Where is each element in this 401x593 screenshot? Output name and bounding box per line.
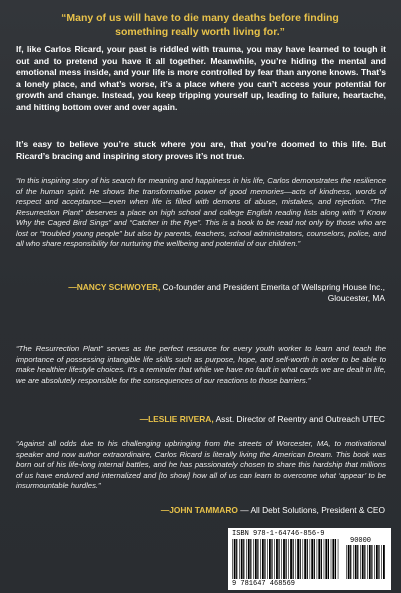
barcode-bar (318, 539, 320, 579)
barcode-bar (378, 545, 379, 579)
attribution-name: —LESLIE RIVERA, (139, 414, 214, 424)
barcode-bar (295, 539, 296, 579)
barcode-bar (374, 545, 375, 579)
barcode-bar (324, 539, 325, 579)
barcode-bar (269, 539, 271, 579)
barcode-bar (304, 539, 306, 579)
barcode-bar (276, 539, 278, 579)
barcode-bar (253, 539, 254, 579)
barcode-bar (286, 539, 287, 579)
barcode-bar (243, 539, 244, 579)
barcode-bar (307, 539, 308, 579)
barcode-bar (367, 545, 368, 579)
barcode-bar (371, 545, 372, 579)
attribution-role: — All Debt Solutions, President & CEO (240, 505, 385, 515)
ean-barcode-bars (232, 539, 340, 579)
barcode-bar (283, 539, 285, 579)
intro-paragraph: It’s easy to believe you’re stuck where you are, that you’re doomed to this life. But Ricard’s bracing and inspiring story proves it’s not true. (16, 139, 386, 161)
barcode-bar (310, 539, 311, 579)
barcode-bar (348, 545, 350, 579)
barcode-bar (303, 539, 304, 579)
testimonial-attribution (55, 414, 385, 425)
barcode-bar (239, 539, 240, 579)
barcode-bar (236, 539, 237, 579)
barcode-bar (234, 539, 236, 579)
barcode-bar (281, 539, 282, 579)
barcode-bar (332, 539, 334, 579)
barcode-bar (311, 539, 313, 579)
barcode-bar (293, 539, 294, 579)
barcode-bar (297, 539, 299, 579)
barcode-bar (271, 539, 272, 579)
barcode-bar (278, 539, 279, 579)
barcode-bar (241, 539, 243, 579)
barcode-bar (331, 539, 332, 579)
barcode-bar (314, 539, 315, 579)
barcode-bar (383, 545, 385, 579)
barcode-bar (369, 545, 371, 579)
barcode-bar (288, 539, 289, 579)
barcode-bar (328, 539, 329, 579)
barcode-bar (260, 539, 261, 579)
isbn-barcode (228, 528, 391, 590)
barcode-bar (246, 539, 247, 579)
barcode-bar (350, 545, 351, 579)
isbn-label: ISBN 978-1-64746-856-9 (232, 530, 325, 538)
barcode-digits: 9 781647 468569 (232, 580, 296, 588)
barcode-bar (376, 545, 378, 579)
attribution-name: —JOHN TAMMARO (160, 505, 238, 515)
barcode-bar (346, 545, 347, 579)
attribution-role: Co-founder and President Emerita of Wellspring House Inc., Gloucester, MA (162, 282, 385, 303)
attribution-name: —NANCY SCHWOYER, (68, 282, 161, 292)
barcode-bar (264, 539, 265, 579)
testimonial-attribution (55, 282, 385, 304)
barcode-bar (274, 539, 275, 579)
intro-paragraph: If, like Carlos Ricard, your past is riddled with trauma, you may have learned to tough it out and to pretend you have it all together. Meanwhile, you’re hiding the mental and emotional mess inside, and your life is more controlled by fear than anyone knows. That’s a lonely place, and what’s worse, it’s a place where you can’t access your potential for growth and change. Instead, you keep tripping yourself up, leading to failure, heartache, and hitting bottom over and over again. (16, 44, 386, 112)
barcode-bar (300, 539, 301, 579)
barcode-bar (250, 539, 251, 579)
testimonial-attribution (55, 505, 385, 516)
barcode-bar (255, 539, 257, 579)
barcode-bar (338, 539, 339, 579)
barcode-bar (381, 545, 382, 579)
testimonial-quote: “Against all odds due to his challenging upbringing from the streets of Worcester, MA, to motivational speaker and now author extraordinaire, Carlos Ricard is literally living the American Dream. This book was born out of his life-long internal battles, and he has passionately chosen to share this hardship that millions of us have endured and internalized and [to show] how all of us can learn to overcome what ‘appear’ to be insurmountable hurdles.” (16, 439, 386, 490)
testimonial-quote: “The Resurrection Plant” serves as the perfect resource for every youth worker to learn and teach the importance of possessing intangible life skills such as purpose, hope, and self-worth in order to be able to make healthier lifestyle choices. It’s a reminder that while we have no fault in what cards we are dealt in life, we are absolutely responsible for the consequences of our reactions to those barriers.” (16, 344, 386, 385)
attribution-role: Asst. Director of Reentry and Outreach UTEC (215, 414, 385, 424)
barcode-bar (362, 545, 364, 579)
barcode-bar (257, 539, 258, 579)
barcode-bar (353, 545, 354, 579)
barcode-bar (355, 545, 357, 579)
barcode-bar (262, 539, 264, 579)
barcode-bar (360, 545, 361, 579)
barcode-bar (248, 539, 250, 579)
headline-quote: “Many of us will have to die many deaths before finding something really worth living for.” (61, 12, 339, 38)
barcode-bar (232, 539, 233, 579)
barcode-bar (335, 539, 336, 579)
barcode-bar (290, 539, 292, 579)
barcode-bar (317, 539, 318, 579)
barcode-bar (267, 539, 268, 579)
addon-barcode-bars (346, 545, 386, 579)
barcode-bar (321, 539, 322, 579)
barcode-bar (364, 545, 365, 579)
barcode-bar (325, 539, 327, 579)
testimonial-quote: “In this inspiring story of his search for meaning and happiness in his life, Carlos demonstrates the resilience of the human spirit. He shows the transformative power of good memories—acts of kindness, words of respect and acceptance—even when life is filled with demons of abuse, mistakes, and rejection. “The Resurrection Plant” deserves a place on high school and college English reading lists along with “I Know Why the Caged Bird Sings” and “Catcher in the Rye”. This is a book to be read not only by those who are lost or “troubled young people” but also by parents, teachers, school administrators, counselors, police, and all who share responsibility for nurturing the wellbeing and potential of our children.” (16, 176, 386, 248)
barcode-bar (357, 545, 358, 579)
price-addon-label: 90000 (350, 537, 372, 545)
